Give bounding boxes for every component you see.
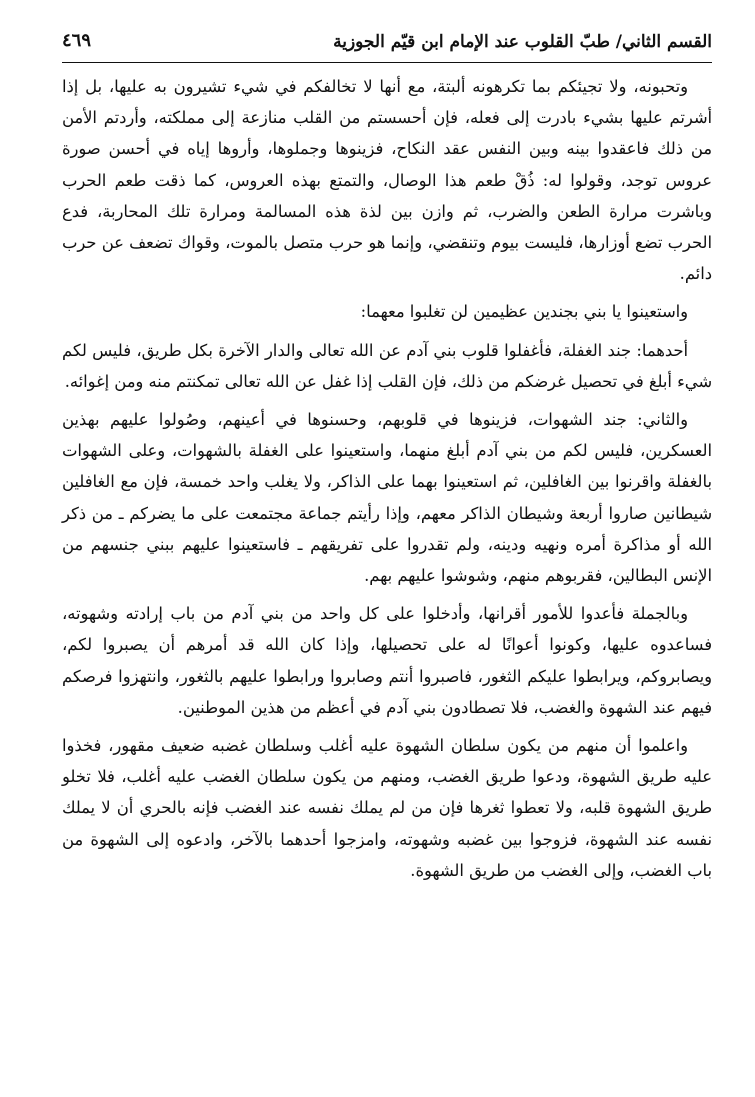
running-header [62,28,712,63]
page-number: ٤٦٩ [62,30,92,51]
running-header-title: القسم الثاني/ طبّ القلوب عند الإمام ابن قيّم الجوزية [333,32,712,52]
page-body [62,71,712,886]
paragraph-6: واعلموا أن منهم من يكون سلطان الشهوة عليه أغلب وسلطان غضبه ضعيف مقهور، فخذوا عليه طريق الشهوة، ودعوا طريق الغضب، ومنهم من يكون سلطان الغضب عليه أغلب، فلا تخلو طريق الشهوة قلبه، ولا تعطوا ثغرها فإن من لم يملك نفسه عند الغضب فإنه بالحري أن لا يملك نفسه عند الشهوة، فزوجوا بين غضبه وشهوته، وامزجوا أحدهما بالآخر، وادعوه إلى الشهوة من باب الغضب، وإلى الغضب من طريق الشهوة. [62,736,712,880]
book-page [62,28,712,886]
paragraph-2: واستعينوا يا بني بجندين عظيمين لن تغلبوا معهما: [360,302,688,322]
paragraph-3: أحدهما: جند الغفلة، فأغفلوا قلوب بني آدم عن الله تعالى والدار الآخرة بكل طريق، فليس لكم شيء أبلغ في تحصيل غرضكم من ذلك، فإن القلب إذا غفل عن الله تعالى تمكنتم منه ومن إغوائه. [62,340,712,391]
paragraph-1: وتحبونه، ولا تجيئكم بما تكرهونه ألبتة، مع أنها لا تخالفكم في شيء تشيرون به عليها، بل إذا أشرتم عليها بشيء بادرت إلى فعله، فإن أحسستم من القلب منازعة إلى مملكته، وأردتم الأمن من ذلك فاعقدوا بينه وبين النفس عقد النكاح، فزينوها وجملوها، وأروها إياه في أحسن صورة عروس توجد، وقولوا له: ذُقْ طعم هذا الوصال، والتمتع بهذه العروس، كما ذقت طعم الحرب وباشرت مرارة الطعن والضرب، ثم وازن بين لذة هذه المسالمة ومرارة تلك المحاربة، فدع الحرب تضع أوزارها، فليست بيوم وتنقضي، وإنما هو حرب متصل بالموت، وقواك تضعف عن حرب دائم. [62,77,712,284]
paragraph-5: وبالجملة فأعدوا للأمور أقرانها، وأدخلوا على كل واحد من بني آدم من باب إرادته وشهوته، فساعدوه عليها، وكونوا أعوانًا له على تحصيلها، وإذا كان الله قد أمرهم أن يصبروا لكم، ويصابروكم، ويرابطوا عليكم الثغور، فاصبروا أنتم وصابروا ورابطوا عليهم بالثغور، وانتهزوا فرصكم فيهم عند الشهوة والغضب، فلا تصطادون بني آدم في أعظم من هذين الموطنين. [62,604,712,717]
paragraph-4: والثاني: جند الشهوات، فزينوها في قلوبهم، وحسنوها في أعينهم، وصُولوا عليهم بهذين العسكرين، فليس لكم من بني آدم أبلغ منهما، واستعينوا على الغفلة بالشهوات، وعلى الشهوات بالغفلة واقرنوا بين الغافلين، ثم استعينوا بهما على الذاكر، ولا يغلب واحد خمسة، فإن مع الغافلين شيطانين صاروا أربعة وشيطان الذاكر معهم، وإذا رأيتم جماعة مجتمعت على ما يضركم ـ من ذكر الله أو مذاكرة أمره ونهيه ودينه، ولم تقدروا على تفريقهم ـ فاستعينوا عليهم ببني جنسهم من الإنس البطالين، فقربوهم منهم، وشوشوا عليهم بهم. [62,410,712,586]
